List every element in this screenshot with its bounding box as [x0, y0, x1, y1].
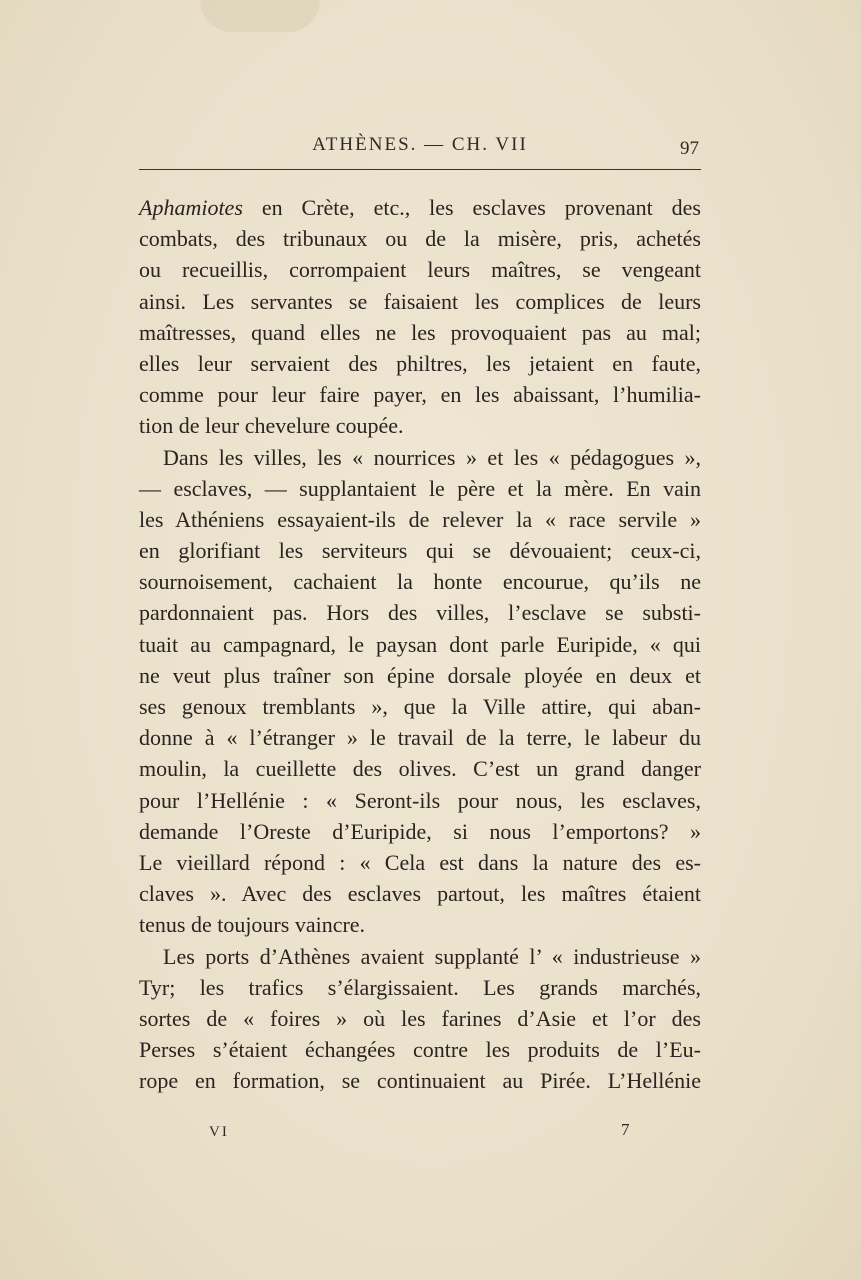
text-line: sournoisement, cachaient la honte encourue, qu’ils ne: [139, 569, 701, 595]
paragraph-2: [139, 442, 701, 941]
body-text: [139, 192, 701, 1096]
text-line: ses genoux tremblants », que la Ville attire, qui aban-: [139, 694, 701, 719]
text-line: claves ». Avec des esclaves partout, les maîtres étaient: [139, 881, 701, 907]
text-line: moulin, la cueillette des olives. C’est un grand danger: [139, 756, 701, 782]
text-line: demande l’Oreste d’Euripide, si nous l’emportons? »: [139, 818, 701, 844]
text-line: pardonnaient pas. Hors des villes, l’esclave se substi-: [139, 600, 701, 626]
text-line: combats, des tribunaux ou de la misère, pris, achetés: [139, 226, 701, 252]
signature-volume: VI: [209, 1124, 229, 1140]
text-line: tion de leur chevelure coupée.: [139, 413, 404, 439]
header-rule: [139, 169, 701, 170]
text-line: — esclaves, — supplantaient le père et la mère. En vain: [139, 475, 701, 501]
text-line: tuait au campagnard, le paysan dont parle Euripide, « qui: [139, 631, 701, 657]
paragraph-1: [139, 192, 701, 442]
page-number: 97: [680, 138, 699, 159]
text-line: rope en formation, se continuaient au Pirée. L’Hellénie: [139, 1068, 701, 1094]
text-line: Aphamiotes en Crète, etc., les esclaves provenant des: [139, 195, 701, 220]
text-line: donne à « l’étranger » le travail de la terre, le labeur du: [139, 725, 701, 751]
text-line: Perses s’étaient échangées contre les produits de l’Eu-: [139, 1037, 701, 1063]
text-line: elles leur servaient des philtres, les jetaient en faute,: [139, 350, 701, 376]
text-line: Dans les villes, les « nourrices » et les « pédagogues »,: [163, 444, 701, 470]
paragraph-3: [139, 941, 701, 1097]
paper-stain: [200, 0, 320, 32]
text-line: ne veut plus traîner son épine dorsale ployée en deux et: [139, 662, 701, 688]
text-line: ainsi. Les servantes se faisaient les complices de leurs: [139, 288, 701, 314]
text-line: Tyr; les trafics s’élargissaient. Les grands marchés,: [139, 974, 701, 1000]
running-title: ATHÈNES. — CH. VII: [312, 134, 528, 155]
page-footer: [139, 1120, 701, 1150]
text-line: les Athéniens essayaient-ils de relever la « race servile »: [139, 506, 701, 532]
text-line: Le vieillard répond : « Cela est dans la nature des es-: [139, 849, 701, 875]
text-line: comme pour leur faire payer, en les abaissant, l’humilia-: [139, 382, 701, 408]
text-line: sortes de « foires » où les farines d’Asie et l’or des: [139, 1005, 701, 1031]
signature-number: 7: [621, 1120, 630, 1139]
text-line: maîtresses, quand elles ne les provoquaient pas au mal;: [139, 319, 701, 345]
text-line: pour l’Hellénie : « Seront-ils pour nous, les esclaves,: [139, 787, 701, 813]
text-line: ou recueillis, corrompaient leurs maîtres, se vengeant: [139, 257, 701, 283]
text-line: tenus de toujours vaincre.: [139, 912, 366, 938]
page-header: [139, 128, 701, 168]
text-line: en glorifiant les serviteurs qui se dévouaient; ceux-ci,: [139, 538, 701, 564]
text-line: Les ports d’Athènes avaient supplanté l’ « industrieuse »: [163, 943, 701, 969]
italic-word: Aphamiotes: [139, 195, 243, 220]
